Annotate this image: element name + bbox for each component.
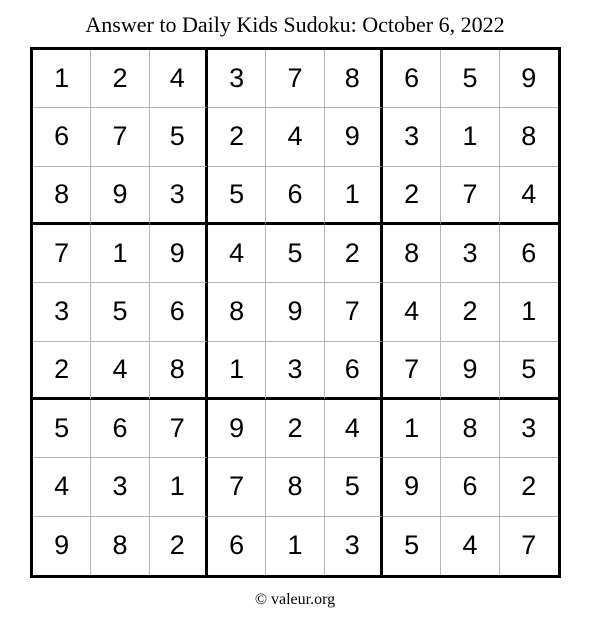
page-title: Answer to Daily Kids Sudoku: October 6, 2022 bbox=[85, 12, 505, 37]
sudoku-cell: 3 bbox=[325, 517, 383, 575]
sudoku-cell: 6 bbox=[150, 283, 208, 341]
sudoku-cell: 4 bbox=[500, 167, 558, 225]
sudoku-cell: 2 bbox=[208, 108, 266, 166]
sudoku-cell: 2 bbox=[383, 167, 441, 225]
sudoku-cell: 2 bbox=[150, 517, 208, 575]
sudoku-cell: 1 bbox=[33, 50, 91, 108]
sudoku-cell: 7 bbox=[91, 108, 149, 166]
sudoku-cell: 6 bbox=[208, 517, 266, 575]
sudoku-cell: 2 bbox=[91, 50, 149, 108]
sudoku-cell: 1 bbox=[150, 458, 208, 516]
sudoku-cell: 7 bbox=[150, 400, 208, 458]
sudoku-cell: 3 bbox=[208, 50, 266, 108]
sudoku-cell: 2 bbox=[500, 458, 558, 516]
sudoku-cell: 4 bbox=[383, 283, 441, 341]
sudoku-cell: 4 bbox=[150, 50, 208, 108]
sudoku-cell: 5 bbox=[266, 225, 324, 283]
sudoku-cell: 2 bbox=[441, 283, 499, 341]
sudoku-cell: 7 bbox=[266, 50, 324, 108]
sudoku-cell: 3 bbox=[383, 108, 441, 166]
sudoku-cell: 8 bbox=[91, 517, 149, 575]
sudoku-cell: 1 bbox=[266, 517, 324, 575]
sudoku-cell: 8 bbox=[208, 283, 266, 341]
sudoku-cell: 4 bbox=[266, 108, 324, 166]
sudoku-cell: 9 bbox=[266, 283, 324, 341]
sudoku-cell: 1 bbox=[383, 400, 441, 458]
sudoku-cell: 4 bbox=[325, 400, 383, 458]
sudoku-cell: 6 bbox=[266, 167, 324, 225]
sudoku-cell: 4 bbox=[208, 225, 266, 283]
sudoku-cell: 3 bbox=[500, 400, 558, 458]
sudoku-cell: 1 bbox=[208, 342, 266, 400]
sudoku-cell: 3 bbox=[150, 167, 208, 225]
sudoku-cell: 5 bbox=[500, 342, 558, 400]
sudoku-cell: 5 bbox=[91, 283, 149, 341]
sudoku-cell: 5 bbox=[383, 517, 441, 575]
sudoku-cell: 8 bbox=[325, 50, 383, 108]
sudoku-cell: 4 bbox=[441, 517, 499, 575]
sudoku-cell: 5 bbox=[325, 458, 383, 516]
sudoku-cell: 1 bbox=[441, 108, 499, 166]
sudoku-cell: 2 bbox=[325, 225, 383, 283]
sudoku-cell: 9 bbox=[208, 400, 266, 458]
sudoku-cell: 3 bbox=[266, 342, 324, 400]
sudoku-cell: 8 bbox=[33, 167, 91, 225]
sudoku-cell: 4 bbox=[91, 342, 149, 400]
sudoku-cell: 7 bbox=[33, 225, 91, 283]
sudoku-cell: 9 bbox=[33, 517, 91, 575]
sudoku-cell: 8 bbox=[441, 400, 499, 458]
sudoku-cell: 7 bbox=[441, 167, 499, 225]
sudoku-cell: 3 bbox=[91, 458, 149, 516]
sudoku-cell: 9 bbox=[325, 108, 383, 166]
sudoku-cell: 7 bbox=[208, 458, 266, 516]
sudoku-cell: 9 bbox=[500, 50, 558, 108]
sudoku-cell: 1 bbox=[325, 167, 383, 225]
sudoku-cell: 4 bbox=[33, 458, 91, 516]
sudoku-cell: 7 bbox=[383, 342, 441, 400]
sudoku-cell: 6 bbox=[325, 342, 383, 400]
sudoku-cell: 1 bbox=[91, 225, 149, 283]
sudoku-board bbox=[30, 47, 561, 578]
sudoku-cell: 9 bbox=[441, 342, 499, 400]
sudoku-cell: 9 bbox=[383, 458, 441, 516]
sudoku-cell: 2 bbox=[33, 342, 91, 400]
copyright-footer: © valeur.org bbox=[254, 591, 336, 608]
sudoku-cell: 9 bbox=[150, 225, 208, 283]
sudoku-cell: 1 bbox=[500, 283, 558, 341]
sudoku-cell: 5 bbox=[441, 50, 499, 108]
sudoku-cell: 6 bbox=[441, 458, 499, 516]
sudoku-cell: 8 bbox=[266, 458, 324, 516]
sudoku-cell: 5 bbox=[208, 167, 266, 225]
sudoku-cell: 8 bbox=[150, 342, 208, 400]
sudoku-cell: 7 bbox=[521, 530, 537, 561]
sudoku-cell: 6 bbox=[33, 108, 91, 166]
sudoku-cell: 8 bbox=[383, 225, 441, 283]
sudoku-cell: 9 bbox=[91, 167, 149, 225]
sudoku-cell: 3 bbox=[33, 283, 91, 341]
sudoku-cell: 3 bbox=[441, 225, 499, 283]
sudoku-cell: 8 bbox=[500, 108, 558, 166]
sudoku-cell: 7 bbox=[325, 283, 383, 341]
sudoku-cell: 6 bbox=[91, 400, 149, 458]
sudoku-cell: 6 bbox=[500, 225, 558, 283]
sudoku-cell: 2 bbox=[266, 400, 324, 458]
sudoku-cell: 5 bbox=[33, 400, 91, 458]
sudoku-cell: 5 bbox=[150, 108, 208, 166]
sudoku-cell: 6 bbox=[383, 50, 441, 108]
